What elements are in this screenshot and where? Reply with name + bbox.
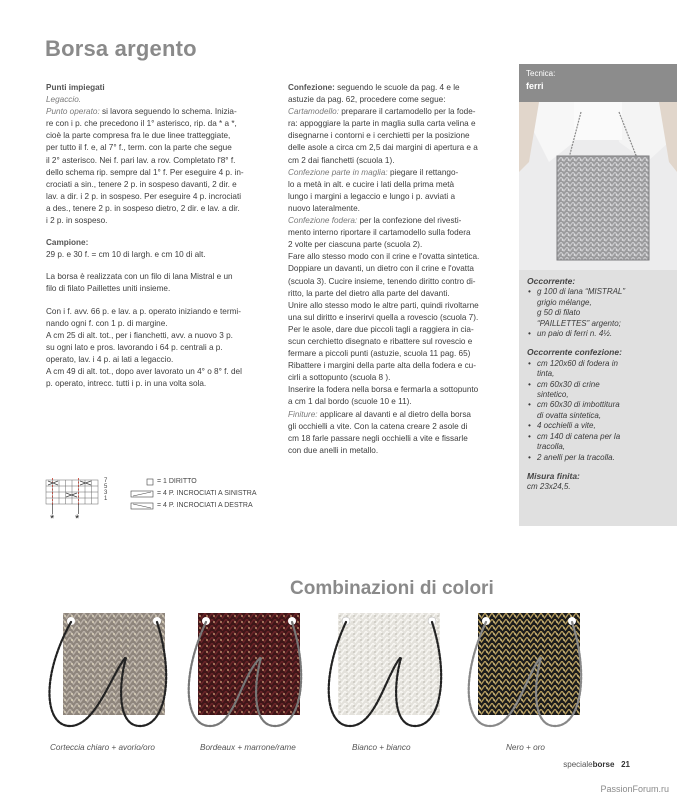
para-line: A cm 25 di alt. tot., per i fianchetti, avv. a nuovo 3 p. <box>46 330 233 340</box>
para-line: filo di filato Paillettes uniti insieme. <box>46 284 171 294</box>
list-item-text: sintetico, <box>537 390 569 400</box>
list-item-text: di ovatta sintetica, <box>537 410 602 420</box>
list-item-text: grigio mélange, <box>537 297 592 307</box>
fodera-line: per la confezione del rivesti- <box>357 216 462 226</box>
instructions-column-2 <box>288 82 512 457</box>
fodera-line: una sul diritto e inserirvi quella a rovescio (scuola 7). <box>288 312 479 322</box>
fodera-line: cirli a sottopunto (scuola 8 ). <box>288 373 391 383</box>
punto-line: a des., tenere 2 p. in sospeso dietro, 2 dir. e lav. a dir. <box>46 203 240 213</box>
fodera-line: Ribattere i margini della parte alta della fodera e cu- <box>288 361 476 371</box>
page-footer <box>563 760 630 769</box>
list-item <box>537 287 672 329</box>
conf-line: seguendo le scuole da pag. 4 e le <box>334 83 460 92</box>
punto-operato-paragraph <box>46 106 274 227</box>
list-item-text: cm 120x60 di fodera in <box>537 358 618 368</box>
para-line: La borsa è realizzata con un filo di lana Mistral e un <box>46 272 233 282</box>
footer-bold: borse <box>592 760 615 769</box>
carta-line: cm 2 dai fianchetti (scuola 1). <box>288 155 395 165</box>
caption-bianco: Bianco + bianco <box>352 743 411 752</box>
maglia-line: piegare il rettango- <box>387 167 459 177</box>
campione-heading: Campione: <box>46 238 89 248</box>
fodera-line: Inserire la fodera nella borsa e fermarla a sottopunto <box>288 385 479 395</box>
legend-sinistra: = 4 P. INCROCIATI A SINISTRA <box>157 490 257 497</box>
list-item-text: tinta, <box>537 369 555 379</box>
technique-header <box>519 64 677 102</box>
para-line: su ogni lato e pros. lavorando i 64 p. centrali a p. <box>46 342 223 352</box>
misura-value: cm 23x24,5. <box>527 482 571 492</box>
page-number: 21 <box>621 760 630 769</box>
list-item-text: g 50 di filato <box>537 308 581 318</box>
technique-value: ferri <box>526 81 544 91</box>
fin-line: con due anelli in metallo. <box>288 445 379 455</box>
finiture-label: Finiture: <box>288 409 318 419</box>
maglia-label: Confezione parte in maglia: <box>288 167 388 177</box>
list-item-text: “PAILLETTES” argento; <box>537 318 621 328</box>
materials-box <box>519 270 677 526</box>
para-line: A cm 49 di alt. tot., dopo aver lavorato un 4° o 8° f. del <box>46 366 242 376</box>
list-item <box>537 380 672 401</box>
punto-line: il 2° asterisco. Nei f. pari lav. a rov. Completato l'8° f. <box>46 155 236 165</box>
para-line: operato, lav. i 4 p. ai lati a legaccio. <box>46 354 174 364</box>
conf-line: astuzie da pag. 62, procedere come segue: <box>288 95 446 105</box>
materials-paragraph <box>46 271 274 295</box>
row-number: 5 <box>104 484 108 490</box>
occorrente-confezione-heading: Occorrente confezione: <box>527 347 622 358</box>
caption-bordeaux: Bordeaux + marrone/rame <box>200 743 296 752</box>
para-line: Con i f. avv. 66 p. e lav. a p. operato iniziando e termi- <box>46 306 241 316</box>
confezione-label: Confezione: <box>288 83 335 92</box>
para-line: nando ogni f. con 1 p. di margine. <box>46 318 168 328</box>
carta-line: preparare il cartamodello per la fode- <box>338 107 476 117</box>
list-item <box>537 432 672 453</box>
confezione-paragraph <box>288 82 512 457</box>
fodera-line: Per le asole, dare due piccoli tagli a raggiera in cia- <box>288 324 474 334</box>
list-item-text: cm 60x30 di crine <box>537 379 600 389</box>
carta-line: disegnarne i contorni e i cerchietti per la posizione <box>288 131 470 141</box>
footer-prefix: speciale <box>563 760 593 769</box>
page-title: Borsa argento <box>45 36 197 61</box>
fodera-line: 2 volte per ciascuna parte (scuola 2). <box>288 240 423 250</box>
punto-line: lav. a dir. i 2 p. in sospeso. Per eseguire 4 p. incrociati <box>46 191 242 201</box>
list-item <box>537 453 672 463</box>
occorrente-heading: Occorrente: <box>527 276 576 286</box>
punto-line: si lavora seguendo lo schema. Inizia- <box>99 107 237 117</box>
maglia-line: nuovo lateralmente. <box>288 203 360 213</box>
fodera-line: (scuola 3). Cucire insieme, tenendo diritto contro di- <box>288 276 476 286</box>
fin-line: applicare al davanti e al dietro della borsa <box>317 409 471 419</box>
technique-label: Tecnica: <box>526 69 556 78</box>
campione-text: 29 p. e 30 f. = cm 10 di largh. e cm 10 di alt. <box>46 250 206 260</box>
row-numbers <box>104 478 107 502</box>
fodera-label: Confezione fodera: <box>288 216 358 226</box>
punto-line: per tutto il f. e, al 7° f., term. con la parte che segue <box>46 143 232 153</box>
bag-chains <box>40 618 640 738</box>
list-item <box>537 400 672 421</box>
carta-line: delle asole a circa cm 2,5 dai margini di apertura e a <box>288 143 478 153</box>
row-number: 3 <box>104 490 108 496</box>
punto-line: crociati a sin., tenere 2 p. in sospeso davanti, 2 dir. e <box>46 179 237 189</box>
punto-line: i 2 p. in sospeso. <box>46 216 108 226</box>
occorrente-confezione-list <box>527 359 672 463</box>
list-item-text: 4 occhielli a vite, <box>537 421 596 431</box>
combinations-title: Combinazioni di colori <box>290 578 494 599</box>
punto-label: Punto operato: <box>46 107 100 117</box>
caption-corteccia: Corteccia chiaro + avorio/oro <box>50 743 155 752</box>
carta-line: ra: appoggiare la parte in maglia sulla carta velina e <box>288 119 476 129</box>
list-item-text: g 100 di lana “MISTRAL” <box>537 287 626 297</box>
para-line: p. operato, intrecc. tutti i p. in una volta sola. <box>46 379 207 389</box>
row-number: 7 <box>104 478 108 484</box>
fodera-line: fermare a piccoli punti (astuzie, scuola 11 pag. 65) <box>288 349 471 359</box>
asterisk-left: * <box>50 513 55 525</box>
stitch-chart <box>44 472 264 536</box>
fodera-line: Doppiare un davanti, un dietro con il crine e l'ovatta <box>288 264 474 274</box>
list-item: • un paio di ferri n. 4½. <box>537 329 672 339</box>
fodera-line: mento interno riportare il cartamodello sulla fodera <box>288 228 471 238</box>
fin-line: gli occhielli a vite. Con la catena creare 2 asole di <box>288 421 468 431</box>
punto-line: dello schema rip. sempre dal 1° f. Per eseguire 4 p. in- <box>46 167 244 177</box>
list-item-text: tracolla, <box>537 442 566 452</box>
fodera-line: Unire allo stesso modo le altre parti, quindi rivoltarne <box>288 300 479 310</box>
fodera-line: a cm 1 dal bordo (scuole 10 e 11). <box>288 397 412 407</box>
cartamodello-label: Cartamodello: <box>288 107 339 117</box>
list-item-text: 2 anelli per la tracolla. <box>537 452 615 462</box>
misura-heading: Misura finita: <box>527 470 580 481</box>
maglia-line: lo a metà in alt. e cucire i lati della prima metà <box>288 179 455 189</box>
watermark: PassionForum.ru <box>600 784 669 794</box>
maglia-line: lungo i margini a legaccio e lungo i p. avviati a <box>288 191 456 201</box>
fodera-line: ritto, la parte del dietro alla parte del davanti. <box>288 288 450 298</box>
legaccio-text: Legaccio. <box>46 95 82 105</box>
occorrente-list <box>527 287 672 339</box>
work-paragraph <box>46 306 274 391</box>
punti-heading: Punti impiegati <box>46 83 105 92</box>
punto-line: re con i p. che precedono il 1° asterisco, rip. da * a *, <box>46 119 237 129</box>
row-number: 1 <box>104 496 108 502</box>
punto-line: cioè la parte compresa fra le due linee tratteggiate, <box>46 131 231 141</box>
asterisk-right: * <box>75 513 80 525</box>
list-item <box>537 421 672 431</box>
list-item <box>537 359 672 380</box>
list-item-text: cm 140 di catena per la <box>537 431 621 441</box>
instructions-column-1 <box>46 82 274 390</box>
legend-diritto: = 1 DIRITTO <box>157 478 197 485</box>
caption-nero: Nero + oro <box>506 743 545 752</box>
legend-destra: = 4 P. INCROCIATI A DESTRA <box>157 502 253 509</box>
list-item-text: cm 60x30 di imbottitura <box>537 400 620 410</box>
model-photo <box>519 102 677 270</box>
fin-line: cm 18 farle passare negli occhielli a vite e fissarle <box>288 433 468 443</box>
fodera-line: Fare allo stesso modo con il crine e l'ovatta sintetica. <box>288 252 480 262</box>
fodera-line: scun cerchietto disegnato e ribattere sul rovescio e <box>288 336 473 346</box>
